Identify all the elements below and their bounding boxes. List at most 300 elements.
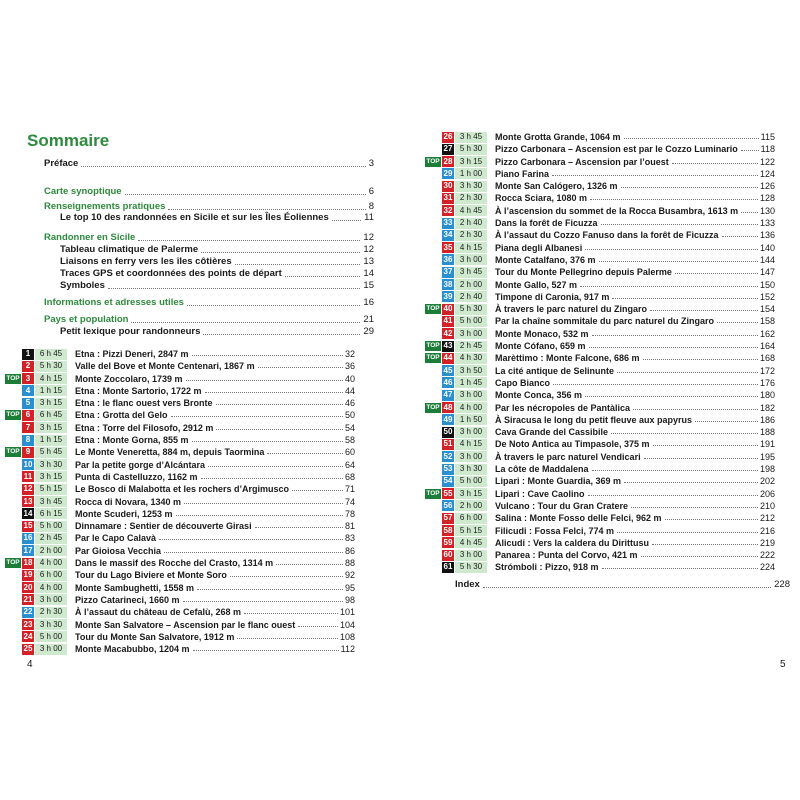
toc-entry-title: Informations et adresses utiles — [44, 297, 184, 308]
route-title: Monte Cófano, 659 m — [495, 341, 586, 352]
leader-dots — [553, 378, 758, 385]
route-number: 58 — [443, 525, 453, 535]
route-number: 16 — [23, 533, 33, 543]
top-badge: TOP — [6, 374, 20, 382]
leader-dots — [192, 349, 343, 356]
toc-entry-title: Tableau climatique de Palerme — [60, 244, 199, 255]
route-row — [5, 483, 355, 495]
route-number: 26 — [443, 132, 453, 141]
route-page: 81 — [344, 521, 355, 532]
route-duration: 3 h 15 — [455, 156, 487, 167]
route-page: 50 — [344, 410, 355, 421]
route-page: 172 — [759, 365, 775, 376]
leader-dots — [580, 280, 758, 287]
route-page: 40 — [344, 373, 355, 384]
toc-entry-title: Petit lexique pour randonneurs — [60, 326, 201, 337]
route-number: 13 — [23, 496, 33, 506]
route-row — [5, 582, 355, 594]
route-title: Par Gioiosa Vecchia — [75, 545, 162, 556]
route-page: 150 — [759, 279, 775, 290]
route-title: Monte Gallo, 527 m — [495, 279, 578, 290]
toc-entry — [44, 186, 374, 198]
route-title: Dans le massif des Rocche del Crasto, 1314 m — [75, 558, 274, 569]
leader-dots — [483, 587, 771, 588]
route-number: 35 — [443, 242, 453, 252]
leader-dots — [641, 550, 758, 557]
route-number: 7 — [22, 422, 34, 433]
route-page: 54 — [344, 422, 355, 433]
route-number: 17 — [23, 545, 33, 555]
route-duration: 2 h 40 — [455, 218, 487, 229]
toc-entry-page: 21 — [363, 314, 374, 325]
leader-dots — [193, 644, 339, 651]
route-row — [425, 475, 775, 487]
route-number: 56 — [443, 500, 453, 510]
route-page: 83 — [344, 533, 355, 544]
route-page: 95 — [344, 582, 355, 593]
route-page: 122 — [759, 156, 775, 167]
route-title: Monte San Salvatore – Ascension par le flanc ouest — [75, 619, 296, 630]
route-duration: 3 h 30 — [455, 181, 487, 192]
route-number: 10 — [23, 459, 33, 469]
route-duration: 3 h 00 — [455, 390, 487, 401]
leader-dots — [617, 366, 758, 373]
toc-entry — [44, 297, 374, 309]
route-row — [5, 569, 355, 581]
route-duration: 4 h 15 — [35, 373, 67, 384]
leader-dots — [611, 427, 758, 434]
route-page: 98 — [344, 594, 355, 605]
route-number: 41 — [443, 316, 453, 326]
route-page: 158 — [759, 316, 775, 327]
route-row — [5, 545, 355, 557]
route-duration: 6 h 00 — [455, 513, 487, 524]
route-row — [425, 192, 775, 204]
leader-dots — [205, 386, 343, 393]
route-number: 43 — [443, 341, 453, 351]
route-number: 34 — [443, 230, 453, 240]
route-row — [5, 508, 355, 520]
index-page: 228 — [774, 579, 790, 590]
leader-dots — [695, 415, 758, 422]
leader-dots — [589, 341, 758, 348]
leader-dots — [183, 595, 343, 602]
route-number: 32 — [443, 205, 453, 215]
route-duration: 2 h 45 — [455, 341, 487, 352]
route-row — [5, 422, 355, 434]
route-title: Monte Sambughetti, 1558 m — [75, 582, 195, 593]
route-number: 61 — [443, 562, 453, 572]
route-title: À l’assaut du Cozzo Fanuso dans la forêt de Ficuzza — [495, 230, 719, 241]
route-page: 64 — [344, 459, 355, 470]
route-row — [5, 471, 355, 483]
leader-dots — [187, 305, 361, 306]
leader-dots — [176, 509, 343, 516]
leader-dots — [298, 620, 338, 627]
toc-entry-title: Préface — [44, 158, 79, 169]
route-number: 28 — [443, 156, 453, 166]
route-number: 38 — [443, 279, 453, 289]
route-duration: 6 h 00 — [35, 570, 67, 581]
leader-dots — [164, 546, 343, 553]
route-page: 162 — [759, 328, 775, 339]
route-duration: 5 h 45 — [35, 447, 67, 458]
toc-entry-page: 8 — [368, 201, 374, 212]
route-row — [425, 328, 775, 340]
route-title: Piano Farina — [495, 168, 550, 179]
route-duration: 4 h 00 — [35, 558, 67, 569]
route-row — [5, 496, 355, 508]
leader-dots — [184, 497, 343, 504]
index-label: Index — [455, 579, 480, 590]
route-title: Etna : le flanc ouest vers Bronte — [75, 398, 213, 409]
leader-dots — [717, 316, 758, 323]
route-duration: 4 h 45 — [455, 537, 487, 548]
leader-dots — [332, 220, 361, 221]
route-title: Monte Zoccolaro, 1739 m — [75, 373, 183, 384]
route-title: Valle del Bove et Monte Centenari, 1867 m — [75, 361, 255, 372]
leader-dots — [237, 632, 338, 639]
route-title: Etna : Monte Sartorio, 1722 m — [75, 385, 202, 396]
route-number: 48 — [443, 402, 453, 412]
leader-dots — [631, 501, 758, 508]
route-number: 15 — [23, 521, 33, 531]
route-row — [425, 266, 775, 278]
route-title: Par les nécropoles de Pantàlica — [495, 402, 631, 413]
route-duration: 4 h 30 — [455, 353, 487, 364]
route-number: 5 — [22, 398, 34, 409]
route-title: La cité antique de Selinunte — [495, 365, 615, 376]
leader-dots — [159, 533, 343, 540]
top-badge: TOP — [426, 489, 440, 497]
route-duration: 1 h 50 — [455, 414, 487, 425]
index-entry — [455, 579, 790, 591]
route-title: Monte Conca, 356 m — [495, 390, 583, 401]
leader-dots — [197, 583, 343, 590]
route-page: 191 — [759, 439, 775, 450]
top-badge: TOP — [6, 411, 20, 419]
route-duration: 3 h 00 — [455, 328, 487, 339]
route-page: 112 — [340, 644, 355, 655]
route-duration: 6 h 45 — [35, 349, 67, 360]
route-duration: 3 h 15 — [35, 471, 67, 482]
route-row — [5, 434, 355, 446]
route-number: 8 — [22, 435, 34, 446]
route-page: 154 — [759, 304, 775, 315]
route-number: 30 — [443, 181, 453, 191]
route-duration: 2 h 30 — [455, 193, 487, 204]
route-title: Salina : Monte Fosso delle Felci, 962 m — [495, 513, 662, 524]
toc-entry-title: Carte synoptique — [44, 186, 122, 197]
route-page: 219 — [759, 537, 775, 548]
route-title: Capo Bianco — [495, 377, 551, 388]
route-row — [425, 143, 775, 155]
route-title: Cava Grande del Cassibile — [495, 427, 609, 438]
route-duration: 1 h 45 — [455, 377, 487, 388]
route-number: 36 — [443, 254, 453, 264]
route-page: 60 — [344, 447, 355, 458]
route-number: 33 — [443, 218, 453, 228]
route-duration: 3 h 00 — [455, 451, 487, 462]
leader-dots — [653, 439, 758, 446]
route-number: 27 — [443, 144, 453, 154]
route-page: 130 — [759, 205, 775, 216]
route-page: 136 — [759, 230, 775, 241]
route-number: 18 — [23, 558, 33, 568]
route-title: Le Monte Veneretta, 884 m, depuis Taormina — [75, 447, 265, 458]
route-title: Rocca Sciara, 1080 m — [495, 193, 588, 204]
route-duration: 5 h 15 — [35, 484, 67, 495]
route-title: Etna : Pizzi Deneri, 2847 m — [75, 349, 189, 359]
route-duration: 1 h 00 — [455, 168, 487, 179]
leader-dots — [590, 193, 758, 200]
leader-dots — [138, 240, 360, 241]
leader-dots — [276, 558, 343, 565]
route-title: Etna : Torre del Filosofo, 2912 m — [75, 422, 214, 433]
route-number: 50 — [443, 427, 453, 437]
leader-dots — [255, 521, 343, 528]
toc-entry-page: 11 — [364, 212, 374, 223]
route-row — [5, 643, 355, 655]
leader-dots — [292, 484, 343, 491]
route-page: 144 — [759, 254, 775, 265]
route-title: Piana degli Albanesi — [495, 242, 583, 253]
route-page: 108 — [339, 631, 355, 642]
route-row — [425, 438, 775, 450]
route-page: 126 — [759, 181, 775, 192]
route-row — [5, 594, 355, 606]
leader-dots — [621, 181, 758, 188]
route-row — [5, 360, 355, 372]
leader-dots — [722, 230, 758, 237]
route-row — [425, 488, 775, 500]
route-row — [425, 426, 775, 438]
route-page: 124 — [759, 168, 775, 179]
route-row — [5, 385, 355, 397]
leader-dots — [125, 194, 366, 195]
route-duration: 1 h 15 — [35, 385, 67, 396]
route-row — [425, 168, 775, 180]
route-title: Etna : Monte Gorna, 855 m — [75, 435, 189, 446]
leader-dots — [602, 562, 758, 569]
route-number: 23 — [23, 619, 33, 629]
route-page: 216 — [759, 525, 775, 536]
toc-entry — [44, 280, 374, 292]
route-list-right — [425, 131, 775, 574]
right-page — [400, 0, 800, 800]
route-title: Monte Catalfano, 376 m — [495, 254, 596, 265]
route-number: 46 — [443, 377, 453, 387]
route-page: 71 — [344, 484, 355, 495]
route-duration: 5 h 00 — [455, 476, 487, 487]
route-duration: 3 h 00 — [35, 644, 67, 655]
route-title: La côte de Maddalena — [495, 464, 589, 475]
leader-dots — [617, 526, 758, 533]
leader-dots — [601, 218, 758, 225]
route-title: À Siracusa le long du petit fleuve aux papyrus — [495, 414, 693, 425]
route-page: 68 — [344, 471, 355, 482]
route-duration: 1 h 15 — [35, 435, 67, 446]
leader-dots — [585, 390, 758, 397]
route-page: 92 — [344, 570, 355, 581]
toc-entry-page: 16 — [363, 297, 374, 308]
route-title: Rocca di Novara, 1340 m — [75, 496, 182, 507]
route-duration: 3 h 30 — [455, 464, 487, 475]
route-page: 182 — [759, 402, 775, 413]
route-title: Strómboli : Pizzo, 918 m — [495, 562, 599, 573]
route-page: 180 — [759, 390, 775, 401]
route-row — [425, 561, 775, 573]
route-title: Tour du Monte San Salvatore, 1912 m — [75, 631, 235, 642]
route-title: Lipari : Monte Guardia, 369 m — [495, 476, 622, 487]
route-duration: 5 h 15 — [455, 525, 487, 536]
toc-entry-page: 6 — [368, 186, 374, 197]
route-row — [5, 446, 355, 458]
route-title: Vulcano : Tour du Gran Cratere — [495, 500, 629, 511]
route-title: À travers le parc naturel Vendicari — [495, 451, 641, 462]
route-duration: 5 h 30 — [455, 304, 487, 315]
route-duration: 5 h 00 — [455, 316, 487, 327]
route-duration: 4 h 45 — [455, 205, 487, 216]
route-row — [425, 242, 775, 254]
route-page: 128 — [759, 193, 775, 204]
route-duration: 5 h 30 — [35, 361, 67, 372]
route-duration: 3 h 45 — [455, 267, 487, 278]
route-title: Par la chaîne sommitale du parc naturel du Zingaro — [495, 316, 715, 327]
route-row — [425, 279, 775, 291]
route-duration: 3 h 45 — [35, 496, 67, 507]
route-page: 195 — [759, 451, 775, 462]
route-duration: 3 h 15 — [35, 422, 67, 433]
route-title: À travers le parc naturel du Zingaro — [495, 304, 648, 315]
route-page: 222 — [759, 550, 775, 561]
route-title: Pizzo Carbonara – Ascension est par le Cozzo Luminario — [495, 144, 738, 155]
route-duration: 3 h 15 — [455, 488, 487, 499]
route-duration: 5 h 00 — [35, 631, 67, 642]
route-row — [425, 525, 775, 537]
leader-dots — [168, 209, 365, 210]
route-page: 202 — [759, 476, 775, 487]
route-row — [425, 180, 775, 192]
route-page: 188 — [759, 427, 775, 438]
leader-dots — [216, 398, 343, 405]
route-title: Par la petite gorge d’Alcántara — [75, 459, 206, 470]
route-title: Marèttimo : Monte Falcone, 686 m — [495, 353, 640, 364]
toc-entry-title: Symboles — [60, 280, 105, 291]
route-row — [5, 348, 355, 360]
route-row — [5, 532, 355, 544]
route-row — [425, 389, 775, 401]
route-page: 212 — [759, 513, 775, 524]
toc-entry — [44, 256, 374, 268]
leader-dots — [644, 452, 758, 459]
route-page: 176 — [759, 377, 775, 388]
leader-dots — [285, 276, 361, 277]
toc-entry — [44, 326, 374, 338]
toc-entry-title: Pays et population — [44, 314, 129, 325]
route-row — [5, 373, 355, 385]
route-page: 36 — [344, 361, 355, 372]
route-row — [425, 463, 775, 475]
route-row — [425, 229, 775, 241]
route-duration: 6 h 45 — [35, 410, 67, 421]
route-number: 4 — [22, 385, 34, 396]
route-title: Panarea : Punta del Corvo, 421 m — [495, 550, 638, 561]
route-number: 19 — [23, 570, 33, 580]
route-page: 168 — [759, 353, 775, 364]
route-number: 53 — [443, 464, 453, 474]
route-page: 147 — [759, 267, 775, 278]
route-number: 55 — [443, 488, 453, 498]
route-duration: 2 h 00 — [35, 545, 67, 556]
leader-dots — [186, 374, 343, 381]
leader-dots — [588, 489, 758, 496]
leader-dots — [201, 472, 343, 479]
route-title: Lipari : Cave Caolino — [495, 488, 585, 499]
route-title: Tour du Monte Pellegrino depuis Palerme — [495, 267, 672, 278]
route-title: Filicudi : Fossa Felci, 774 m — [495, 525, 615, 536]
toc-entry-title: Liaisons en ferry vers les îles côtières — [60, 256, 232, 267]
route-row — [425, 500, 775, 512]
route-row — [425, 377, 775, 389]
route-duration: 2 h 40 — [455, 291, 487, 302]
leader-dots — [665, 513, 758, 520]
leader-dots — [552, 169, 758, 176]
route-title: De Noto Antica au Timpasole, 375 m — [495, 439, 650, 450]
route-row — [5, 631, 355, 643]
route-title: Tour du Lago Biviere et Monte Soro — [75, 570, 227, 581]
route-page: 46 — [344, 398, 355, 409]
route-number: 21 — [23, 594, 33, 604]
route-row — [5, 397, 355, 409]
toc-entry-page: 3 — [368, 158, 374, 169]
toc-entry — [44, 244, 374, 256]
route-number: 12 — [23, 484, 33, 494]
top-badge: TOP — [426, 354, 440, 362]
route-page: 78 — [344, 508, 355, 519]
route-duration: 3 h 50 — [455, 365, 487, 376]
route-duration: 4 h 00 — [455, 402, 487, 413]
route-row — [425, 352, 775, 364]
page-number-right: 5 — [780, 659, 786, 670]
route-row — [425, 537, 775, 549]
leader-dots — [592, 464, 758, 471]
route-title: Punta di Castelluzzo, 1162 m — [75, 471, 198, 482]
route-row — [425, 365, 775, 377]
route-duration: 5 h 30 — [455, 562, 487, 573]
leader-dots — [624, 476, 758, 483]
leader-dots — [131, 322, 360, 323]
route-number: 2 — [22, 361, 34, 372]
route-number: 20 — [23, 582, 33, 592]
route-row — [5, 409, 355, 421]
route-page: 206 — [759, 488, 775, 499]
route-list-left — [5, 348, 355, 655]
route-page: 88 — [344, 558, 355, 569]
route-page: 86 — [344, 545, 355, 556]
route-number: 57 — [443, 513, 453, 523]
top-badge: TOP — [6, 559, 20, 567]
route-duration: 3 h 30 — [35, 619, 67, 630]
route-page: 198 — [759, 464, 775, 475]
route-row — [5, 619, 355, 631]
route-title: Alicudi : Vers la caldera du Dirittusu — [495, 537, 650, 548]
toc-entry-page: 12 — [363, 232, 374, 243]
route-row — [425, 414, 775, 426]
leader-dots — [585, 243, 758, 250]
route-row — [425, 156, 775, 168]
route-duration: 2 h 30 — [35, 607, 67, 618]
